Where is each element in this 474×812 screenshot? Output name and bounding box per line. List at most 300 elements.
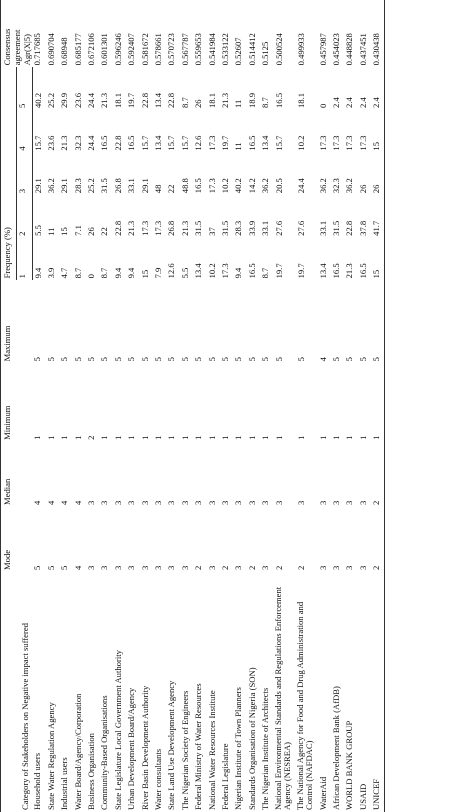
cell-freq-1: 12.6 (166, 263, 177, 279)
cell-median: 3 (112, 500, 123, 505)
table-row (371, 0, 385, 812)
cell-category: WORLD BANK GROUP (344, 720, 355, 810)
cell-consensus: 0.533122 (219, 33, 230, 66)
cell-maximum: 5 (72, 357, 83, 362)
cell-freq-1: 16.5 (246, 263, 257, 279)
cell-freq-3: 32.3 (330, 178, 341, 194)
cell-minimum: 1 (317, 435, 328, 440)
cell-category: UNICEF (371, 572, 385, 812)
header-frequency-1: 1 (17, 238, 32, 281)
cell-freq-1: 0 (86, 274, 97, 279)
cell-minimum: 1 (206, 435, 217, 440)
cell-freq-1: 9.4 (112, 267, 123, 279)
cell-freq-5: 18.9 (246, 92, 257, 108)
cell-median: 3 (166, 500, 177, 505)
table-row (46, 0, 59, 812)
cell-freq-4: 15.7 (273, 135, 284, 151)
cell-consensus: 0.430438 (371, 0, 385, 67)
cell-median: 3 (357, 500, 368, 505)
table-row (260, 0, 273, 812)
cell-freq-3: 28.3 (72, 178, 83, 194)
cell-mode: 3 (260, 565, 271, 570)
cell-maximum: 5 (330, 357, 341, 362)
cell-freq-3: 26 (371, 153, 385, 196)
cell-consensus: 0.578661 (153, 33, 164, 66)
cell-minimum: 1 (59, 435, 70, 440)
cell-median: 3 (233, 500, 244, 505)
cell-minimum: 1 (166, 435, 177, 440)
cell-consensus: 0.592407 (126, 33, 137, 66)
cell-minimum: 1 (179, 435, 190, 440)
cell-maximum: 5 (153, 357, 164, 362)
cell-freq-2: 22.8 (112, 220, 123, 236)
cell-mode: 5 (45, 565, 56, 570)
cell-category: Water Board/Agency/Corporation (72, 693, 83, 810)
cell-consensus: 0.570723 (166, 33, 177, 66)
table-row (193, 0, 206, 812)
table-row (59, 0, 72, 812)
cell-freq-1: 15 (139, 269, 150, 279)
cell-maximum: 5 (273, 357, 284, 362)
cell-freq-3: 31.5 (99, 178, 110, 194)
header-frequency: Frequency (%) (1, 67, 17, 280)
cell-freq-1: 3.9 (45, 267, 56, 279)
cell-category: State Water Regulation Agency (45, 702, 56, 810)
cell-freq-3: 48.8 (179, 178, 190, 194)
cell-freq-4: 13.4 (153, 135, 164, 151)
cell-freq-2: 26 (86, 227, 97, 236)
cell-freq-3: 14.2 (246, 178, 257, 194)
cell-freq-5: 22.8 (166, 92, 177, 108)
table-row (153, 0, 166, 812)
cell-mode: 3 (317, 565, 328, 570)
cell-maximum: 5 (193, 357, 204, 362)
cell-category: Standards Organisation of Nigeria (SON) (246, 667, 257, 810)
cell-freq-1: 9.4 (233, 267, 244, 279)
cell-freq-2: 33.1 (260, 220, 271, 236)
cell-category: Household users (32, 752, 42, 810)
cell-freq-5: 2.4 (357, 97, 368, 108)
cell-freq-4: 15.7 (166, 135, 177, 151)
cell-freq-5: 26 (193, 99, 204, 108)
cell-category: River Basin Development Authority (139, 685, 150, 810)
cell-freq-5: 22.8 (139, 92, 150, 108)
cell-mode: 3 (166, 565, 177, 570)
cell-freq-3: 40.2 (233, 178, 244, 194)
cell-mode: 3 (139, 565, 150, 570)
cell-category: National Environmental Standards and Regulations Enforcement Agency (NESREA) (272, 586, 293, 810)
cell-freq-1: 9.4 (126, 267, 137, 279)
cell-median: 3 (317, 500, 328, 505)
cell-consensus: 0.567787 (179, 33, 190, 66)
table-row (207, 0, 220, 812)
cell-median: 4 (32, 500, 42, 505)
cell-freq-4: 32.3 (72, 135, 83, 151)
cell-median: 3 (246, 500, 257, 505)
cell-median: 3 (273, 500, 284, 505)
table-row (166, 0, 179, 812)
table-row (247, 0, 260, 812)
cell-freq-2: 26.8 (166, 220, 177, 236)
table-row (113, 0, 126, 812)
cell-category: Industrial users (59, 757, 70, 810)
cell-minimum: 1 (32, 435, 42, 440)
cell-mode: 3 (153, 565, 164, 570)
cell-median: 3 (206, 500, 217, 505)
table-row (180, 0, 193, 812)
cell-maximum: 5 (32, 357, 42, 362)
cell-freq-5: 21.3 (99, 92, 110, 108)
cell-freq-2: 37 (206, 227, 217, 236)
cell-freq-3: 17.3 (206, 178, 217, 194)
cell-freq-5: 19.7 (126, 92, 137, 108)
cell-freq-4: 17.3 (330, 135, 341, 151)
cell-minimum: 1 (99, 435, 110, 440)
cell-median: 3 (344, 500, 355, 505)
cell-mode: 2 (295, 565, 306, 570)
table-row (296, 0, 318, 812)
cell-freq-2: 11 (45, 227, 56, 236)
cell-category: Federal Ministry of Water Resources (193, 683, 204, 810)
cell-freq-4: 17.3 (344, 135, 355, 151)
cell-freq-3: 36.2 (45, 178, 56, 194)
cell-minimum: 1 (193, 435, 204, 440)
cell-freq-4: 15.7 (139, 135, 150, 151)
cell-freq-2: 27.6 (295, 220, 306, 236)
header-consensus: Consensus agreement Agr(X|5) (1, 0, 33, 67)
cell-freq-1: 19.7 (273, 263, 284, 279)
cell-mode: 3 (330, 565, 341, 570)
cell-category: Urban Development Board/Agency (126, 687, 137, 810)
cell-freq-1: 8.7 (260, 267, 271, 279)
cell-freq-2: 27.6 (273, 220, 284, 236)
cell-freq-4: 17.3 (317, 135, 328, 151)
cell-median: 2 (371, 442, 385, 507)
cell-minimum: 1 (260, 435, 271, 440)
cell-mode: 3 (233, 565, 244, 570)
cell-freq-3: 36.2 (344, 178, 355, 194)
cell-freq-5: 23.6 (72, 92, 83, 108)
cell-median: 4 (59, 500, 70, 505)
cell-median: 3 (99, 500, 110, 505)
cell-freq-2: 22 (99, 227, 110, 236)
cell-consensus: 0.448828 (344, 33, 355, 66)
cell-freq-1: 8.7 (72, 267, 83, 279)
cell-maximum: 5 (59, 357, 70, 362)
cell-maximum: 5 (295, 357, 306, 362)
cell-freq-2: 22.8 (344, 220, 355, 236)
cell-minimum: 2 (86, 435, 97, 440)
cell-freq-5: 8.7 (260, 97, 271, 108)
cell-minimum: 1 (139, 435, 150, 440)
table-row (344, 0, 357, 812)
cell-minimum: 1 (45, 435, 56, 440)
cell-category: The Nigerian Institute of Architects (260, 687, 271, 810)
cell-maximum: 5 (139, 357, 150, 362)
cell-consensus: 0.457987 (317, 33, 328, 66)
cell-freq-5: 16.5 (273, 92, 284, 108)
cell-median: 4 (45, 500, 56, 505)
cell-freq-1: 21.3 (344, 263, 355, 279)
cell-maximum: 5 (166, 357, 177, 362)
cell-freq-3: 29.1 (59, 178, 70, 194)
cell-freq-2: 31.5 (193, 220, 204, 236)
cell-maximum: 5 (179, 357, 190, 362)
cell-freq-5: 2.4 (344, 97, 355, 108)
cell-freq-1: 16.5 (357, 263, 368, 279)
cell-median: 3 (295, 500, 306, 505)
cell-category: Community-Based Organisations (99, 695, 110, 810)
cell-maximum: 5 (206, 357, 217, 362)
table-row (233, 0, 246, 812)
cell-median: 3 (193, 500, 204, 505)
cell-consensus: 0.454023 (330, 33, 341, 66)
cell-median: 4 (72, 500, 83, 505)
cell-freq-2: 15 (59, 227, 70, 236)
cell-freq-3: 20.5 (273, 178, 284, 194)
cell-freq-1: 7.9 (153, 267, 164, 279)
cell-consensus: 0.559653 (193, 33, 204, 66)
header-frequency-2: 2 (17, 195, 32, 238)
cell-freq-4: 16.5 (126, 135, 137, 151)
table-row (140, 0, 153, 812)
cell-maximum: 5 (357, 357, 368, 362)
cell-freq-5: 2.4 (371, 67, 385, 110)
cell-freq-2: 31.5 (219, 220, 230, 236)
cell-consensus: 0.514412 (246, 33, 257, 66)
cell-minimum: 1 (153, 435, 164, 440)
table-row (126, 0, 139, 812)
cell-freq-3: 48 (153, 184, 164, 194)
cell-freq-4: 15.7 (179, 135, 190, 151)
cell-category: The National Agency for Food and Drug Administration and Control (NAFDAC) (294, 601, 315, 810)
cell-category: USAID (357, 783, 368, 810)
cell-freq-3: 29.1 (32, 178, 43, 194)
cell-freq-5: 0 (317, 103, 328, 108)
cell-freq-2: 41.7 (371, 195, 385, 238)
table-row (86, 0, 99, 812)
cell-freq-1: 5.5 (179, 267, 190, 279)
cell-category: The Nigerian Society of Engineers (179, 690, 190, 810)
table-row (220, 0, 233, 812)
cell-freq-3: 26.8 (112, 178, 123, 194)
cell-freq-3: 29.1 (139, 178, 150, 194)
cell-maximum: 4 (317, 357, 328, 362)
cell-freq-3: 24.4 (295, 178, 306, 194)
cell-minimum: 1 (371, 363, 385, 442)
cell-minimum: 1 (295, 435, 306, 440)
cell-minimum: 1 (126, 435, 137, 440)
cell-freq-1: 19.7 (295, 263, 306, 279)
cell-freq-2: 37.8 (357, 220, 368, 236)
cell-maximum: 5 (246, 357, 257, 362)
cell-freq-5: 21.3 (219, 92, 230, 108)
cell-maximum: 5 (219, 357, 230, 362)
cell-consensus: 0.601301 (99, 33, 110, 66)
table-row (99, 0, 112, 812)
header-frequency-3: 3 (17, 153, 32, 196)
cell-median: 3 (219, 500, 230, 505)
cell-maximum: 5 (371, 280, 385, 363)
cell-median: 3 (260, 500, 271, 505)
cell-freq-5: 18.1 (112, 92, 123, 108)
cell-freq-4: 23.6 (45, 135, 56, 151)
cell-maximum: 5 (344, 357, 355, 362)
cell-minimum: 1 (72, 435, 83, 440)
cell-maximum: 5 (99, 357, 110, 362)
header-minimum: Minimum (1, 363, 33, 442)
cell-freq-2: 28.3 (233, 220, 244, 236)
cell-mode: 3 (357, 565, 368, 570)
header-frequency-5: 5 (17, 67, 32, 110)
cell-freq-1: 4.7 (59, 267, 70, 279)
cell-freq-4: 16.5 (246, 135, 257, 151)
cell-category: State Land Use Development Agency (166, 680, 177, 810)
cell-freq-3: 36.2 (317, 178, 328, 194)
cell-freq-1: 13.4 (317, 263, 328, 279)
cell-freq-4: 21.3 (59, 135, 70, 151)
cell-consensus: 0.685177 (72, 33, 83, 66)
cell-median: 3 (179, 500, 190, 505)
table-row (331, 0, 344, 812)
cell-consensus: 0.541984 (206, 33, 217, 66)
cell-freq-2: 31.5 (330, 220, 341, 236)
cell-freq-5: 18.1 (206, 92, 217, 108)
cell-median: 3 (153, 500, 164, 505)
cell-freq-5: 40.2 (32, 92, 43, 108)
cell-freq-1: 10.2 (206, 263, 217, 279)
cell-maximum: 5 (45, 357, 56, 362)
cell-freq-5: 13.4 (153, 92, 164, 108)
cell-mode: 3 (126, 565, 137, 570)
cell-freq-4: 24.4 (86, 135, 97, 151)
cell-mode: 2 (193, 565, 204, 570)
cell-minimum: 1 (273, 435, 284, 440)
cell-freq-5: 11 (233, 99, 244, 108)
header-mode: Mode (1, 507, 33, 572)
cell-mode: 2 (273, 565, 284, 570)
cell-freq-3: 25.2 (86, 178, 97, 194)
cell-mode: 3 (206, 565, 217, 570)
cell-consensus: 0.690704 (45, 33, 56, 66)
table-row (318, 0, 331, 812)
cell-mode: 3 (112, 565, 123, 570)
cell-freq-5: 29.9 (59, 92, 70, 108)
cell-freq-3: 16.5 (193, 178, 204, 194)
cell-freq-3: 36.2 (260, 178, 271, 194)
cell-freq-4: 11 (233, 142, 244, 151)
table-row (73, 0, 86, 812)
header-median: Median (1, 442, 33, 507)
cell-mode: 3 (179, 565, 190, 570)
cell-mode: 3 (99, 565, 110, 570)
cell-mode: 4 (72, 565, 83, 570)
table-row (32, 0, 46, 812)
cell-freq-2: 7.1 (72, 225, 83, 236)
cell-category: African Development Bank (AfDB) (330, 686, 341, 810)
cell-consensus: 0.52607 (233, 37, 244, 66)
cell-freq-2: 33.1 (317, 220, 328, 236)
cell-freq-1: 17.3 (219, 263, 230, 279)
header-category: Category of Stakeholders on Negative impact suffered (1, 572, 33, 812)
cell-freq-3: 33.1 (126, 178, 137, 194)
cell-category: Federal Legislature (219, 743, 230, 810)
cell-mode: 2 (371, 507, 385, 572)
header-frequency-4: 4 (17, 110, 32, 153)
cell-freq-2: 17.3 (139, 220, 150, 236)
cell-freq-5: 24.4 (86, 92, 97, 108)
cell-freq-1: 8.7 (99, 267, 110, 279)
cell-median: 3 (330, 500, 341, 505)
cell-freq-4: 13.4 (260, 135, 271, 151)
header-maximum: Maximum (1, 280, 33, 363)
cell-consensus: 0.437451 (357, 33, 368, 66)
cell-freq-4: 17.3 (206, 135, 217, 151)
cell-consensus: 0.499933 (295, 33, 306, 66)
cell-median: 3 (139, 500, 150, 505)
cell-maximum: 5 (86, 357, 97, 362)
cell-category: Water consultants (153, 748, 164, 810)
cell-mode: 3 (86, 565, 97, 570)
cell-minimum: 1 (246, 435, 257, 440)
cell-minimum: 1 (357, 435, 368, 440)
cell-freq-5: 18.1 (295, 92, 306, 108)
cell-mode: 5 (59, 565, 70, 570)
cell-freq-2: 17.3 (153, 220, 164, 236)
cell-freq-2: 33.9 (246, 220, 257, 236)
cell-category: State Legislature Local Government Authority (112, 650, 123, 810)
cell-freq-2: 21.3 (126, 220, 137, 236)
cell-mode: 3 (344, 565, 355, 570)
cell-freq-5: 8.7 (179, 97, 190, 108)
cell-freq-4: 15 (371, 110, 385, 153)
cell-freq-4: 10.2 (295, 135, 306, 151)
cell-category: WaterAid (317, 776, 328, 810)
cell-freq-3: 26 (357, 184, 368, 194)
cell-consensus: 0.500524 (273, 33, 284, 66)
cell-freq-4: 19.7 (219, 135, 230, 151)
cell-freq-1: 13.4 (193, 263, 204, 279)
cell-freq-5: 2.4 (330, 97, 341, 108)
cell-freq-4: 17.3 (357, 135, 368, 151)
cell-category: Nigerian Institute of Town Planners (233, 687, 244, 810)
cell-mode: 2 (246, 565, 257, 570)
cell-category: Business Organisation (86, 733, 97, 810)
cell-mode: 2 (219, 565, 230, 570)
cell-maximum: 5 (112, 357, 123, 362)
cell-freq-3: 22 (166, 184, 177, 194)
cell-minimum: 1 (233, 435, 244, 440)
cell-maximum: 5 (260, 357, 271, 362)
cell-consensus: 0.596246 (112, 33, 123, 66)
cell-freq-4: 15.7 (32, 135, 43, 151)
cell-minimum: 1 (112, 435, 123, 440)
cell-freq-2: 5.5 (32, 225, 43, 236)
cell-minimum: 1 (219, 435, 230, 440)
table-row (358, 0, 371, 812)
cell-freq-1: 16.5 (330, 263, 341, 279)
cell-minimum: 1 (330, 435, 341, 440)
cell-freq-1: 9.4 (32, 267, 43, 279)
cell-consensus: 0.68948 (59, 37, 70, 66)
cell-consensus: 0.717685 (32, 33, 42, 66)
cell-freq-1: 15 (371, 238, 385, 281)
cell-freq-5: 25.2 (45, 92, 56, 108)
cell-mode: 5 (32, 565, 42, 570)
cell-maximum: 5 (233, 357, 244, 362)
cell-minimum: 1 (344, 435, 355, 440)
cell-consensus: 0.672106 (86, 33, 97, 66)
